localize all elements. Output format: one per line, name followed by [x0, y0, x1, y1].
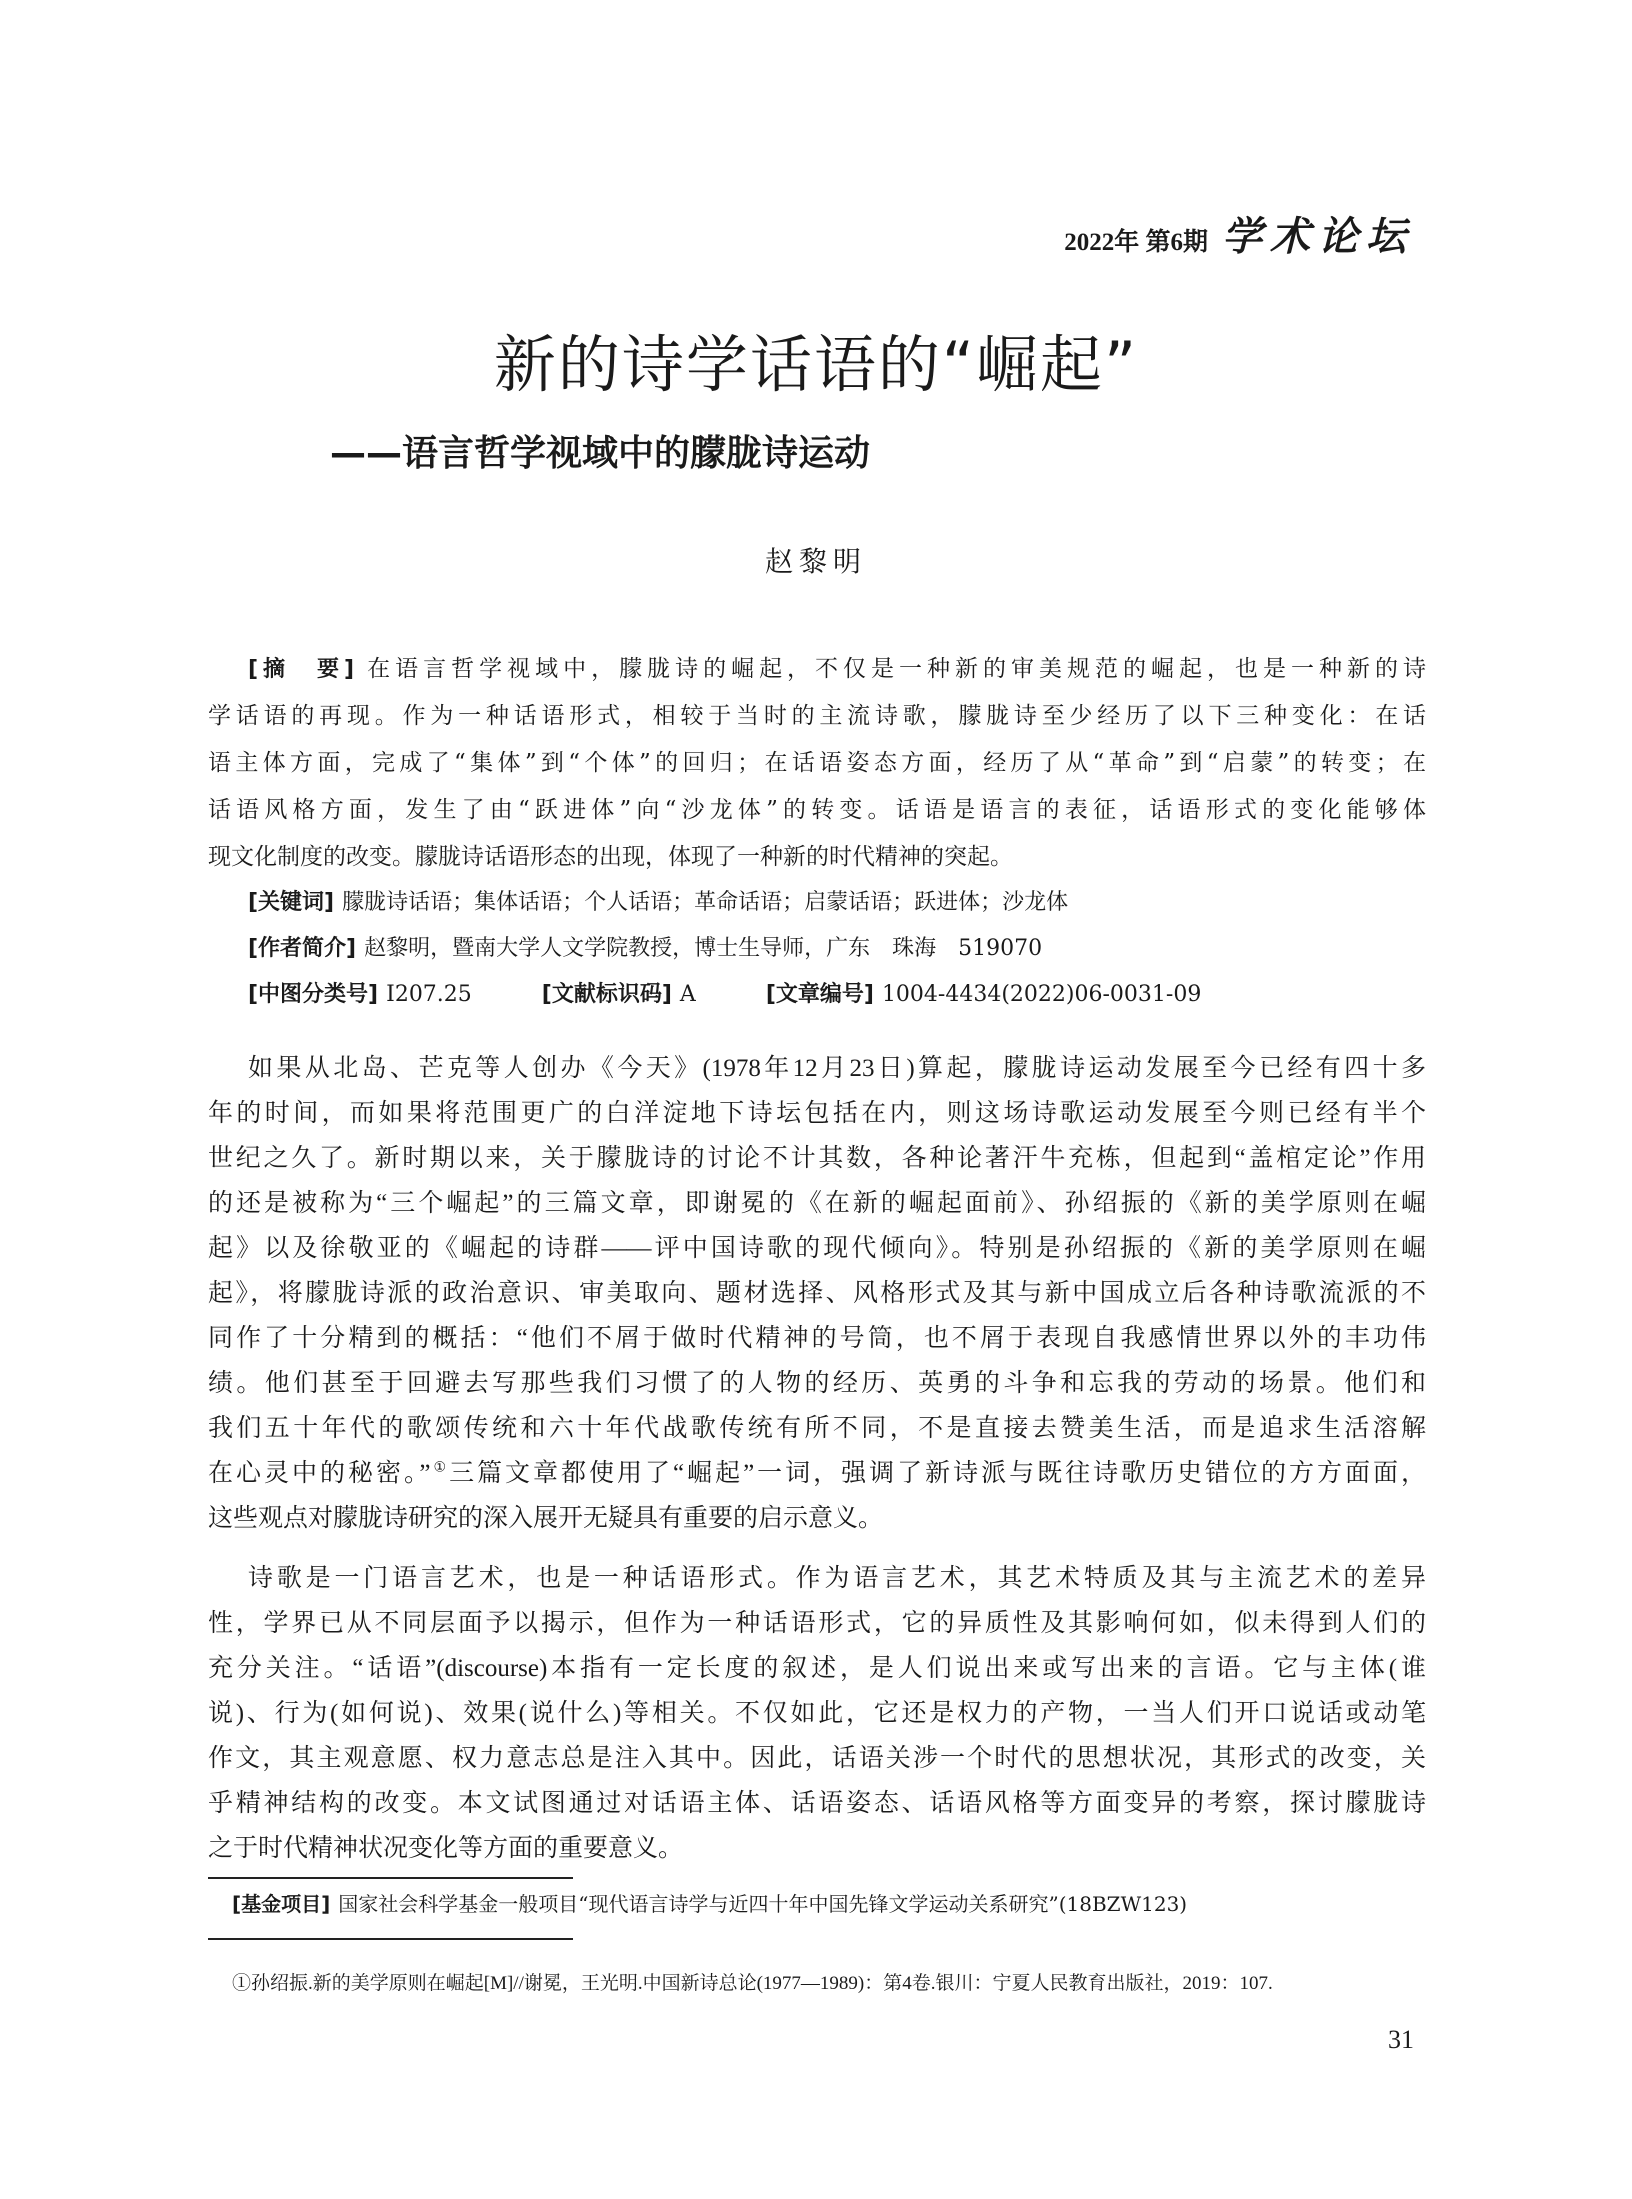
body-line: 绩。他们甚至于回避去写那些我们习惯了的人物的经历、英勇的斗争和忘我的劳动的场景。他们和	[208, 1370, 1426, 1397]
abstract-line: 话语风格方面，发生了由“跃进体”向“沙龙体”的转变。话语是语言的表征，话语形式的变化能够体	[208, 797, 1426, 823]
body-line: 年的时间，而如果将范围更广的白洋淀地下诗坛包括在内，则这场诗歌运动发展至今则已经有半个	[208, 1100, 1426, 1127]
article-no-label: [文章编号]	[765, 982, 874, 1007]
body-line: 充分关注。“话语”(discourse)本指有一定长度的叙述，是人们说出来或写出来的言语。它与主体(谁	[208, 1655, 1426, 1682]
keywords-label: [关键词]	[248, 890, 335, 915]
clc-value: I207.25	[386, 982, 472, 1007]
body-line: 起》以及徐敬亚的《崛起的诗群——评中国诗歌的现代倾向》。特别是孙绍振的《新的美学原则在崛	[208, 1235, 1426, 1262]
author-info-label: [作者简介]	[248, 936, 357, 961]
abstract-label: [摘 要]	[248, 657, 355, 682]
footnote-ref[interactable]: ①	[430, 1460, 450, 1476]
abstract-line	[248, 650, 1426, 683]
body-line: 之于时代精神状况变化等方面的重要意义。	[208, 1835, 684, 1862]
article-subtitle: ——语言哲学视域中的朦胧诗运动	[330, 433, 871, 474]
body-text: 三篇文章都使用了“崛起”一词，强调了新诗派与既往诗歌历史错位的方方面面，	[449, 1460, 1426, 1487]
body-line: 同作了十分精到的概括：“他们不屑于做时代精神的号筒，也不屑于表现自我感情世界以外的丰功伟	[208, 1325, 1426, 1352]
footnote: ①孙绍振.新的美学原则在崛起[M]//谢冕，王光明.中国新诗总论(1977—1989)：第4卷.银川：宁夏人民教育出版社，2019：107.	[232, 1973, 1273, 1994]
body-line: 作文，其主观意愿、权力意志总是注入其中。因此，话语关涉一个时代的思想状况，其形式的改变，关	[208, 1745, 1426, 1772]
classification	[248, 977, 1201, 1008]
body-line: 这些观点对朦胧诗研究的深入展开无疑具有重要的启示意义。	[208, 1505, 884, 1532]
running-header	[1064, 205, 1414, 262]
body-line: 诗歌是一门语言艺术，也是一种话语形式。作为语言艺术，其艺术特质及其与主流艺术的差异	[248, 1565, 1426, 1592]
body-line: 说)、行为(如何说)、效果(说什么)等相关。不仅如此，它还是权力的产物，一当人们开口说话或动笔	[208, 1700, 1426, 1727]
fund-note	[232, 1888, 1187, 1917]
article-author: 赵黎明	[764, 545, 867, 578]
article-no-value: 1004-4434(2022)06-0031-09	[881, 982, 1202, 1007]
body-line	[208, 1453, 1426, 1489]
author-info	[248, 931, 1042, 962]
fund-divider	[208, 1877, 573, 1879]
abstract-text: 在语言哲学视域中，朦胧诗的崛起，不仅是一种新的审美规范的崛起，也是一种新的诗	[362, 656, 1426, 682]
fund-text: 国家社会科学基金一般项目“现代语言诗学与近四十年中国先锋文学运动关系研究”(18BZW123)	[338, 1892, 1188, 1916]
abstract-line: 语主体方面，完成了“集体”到“个体”的回归；在话语姿态方面，经历了从“革命”到“启蒙”的转变；在	[208, 750, 1426, 776]
author-info-text: 赵黎明，暨南大学人文学院教授，博士生导师，广东 珠海 519070	[364, 936, 1043, 961]
doc-code-value: A	[679, 982, 696, 1007]
body-line: 起》，将朦胧诗派的政治意识、审美取向、题材选择、风格形式及其与新中国成立后各种诗歌流派的不	[208, 1280, 1426, 1307]
abstract-line: 学话语的再现。作为一种话语形式，相较于当时的主流诗歌，朦胧诗至少经历了以下三种变化：在话	[208, 703, 1426, 729]
body-line: 性，学界已从不同层面予以揭示，但作为一种话语形式，它的异质性及其影响何如，似未得到人们的	[208, 1610, 1426, 1637]
fund-label: [基金项目]	[232, 1892, 331, 1916]
body-line: 世纪之久了。新时期以来，关于朦胧诗的讨论不计其数，各种论著汗牛充栋，但起到“盖棺定论”作用	[208, 1145, 1426, 1172]
body-line: 乎精神结构的改变。本文试图通过对话语主体、话语姿态、话语风格等方面变异的考察，探讨朦胧诗	[208, 1790, 1426, 1817]
abstract-line: 现文化制度的改变。朦胧诗话语形态的出现，体现了一种新的时代精神的突起。	[208, 844, 1013, 870]
keywords-text: 朦胧诗话语；集体话语；个人话语；革命话语；启蒙话语；跃进体；沙龙体	[342, 890, 1069, 915]
doc-code-label: [文献标识码]	[541, 982, 672, 1007]
footnote-divider	[208, 1938, 573, 1940]
page-number: 31	[1388, 2025, 1414, 2054]
clc-label: [中图分类号]	[248, 982, 379, 1007]
body-text: 在心灵中的秘密。”	[208, 1460, 431, 1487]
issue-label: 2022年 第6期	[1064, 229, 1208, 256]
body-line: 我们五十年代的歌颂传统和六十年代战歌传统有所不同，不是直接去赞美生活，而是追求生活溶解	[208, 1415, 1426, 1442]
article-title: 新的诗学话语的“崛起”	[493, 328, 1139, 401]
body-line: 的还是被称为“三个崛起”的三篇文章，即谢冕的《在新的崛起面前》、孙绍振的《新的美学原则在崛	[208, 1190, 1426, 1217]
journal-logo: 学术论坛	[1222, 213, 1414, 260]
keywords	[248, 885, 1068, 916]
body-line: 如果从北岛、芒克等人创办《今天》(1978年12月23日)算起，朦胧诗运动发展至今已经有四十多	[248, 1055, 1426, 1082]
